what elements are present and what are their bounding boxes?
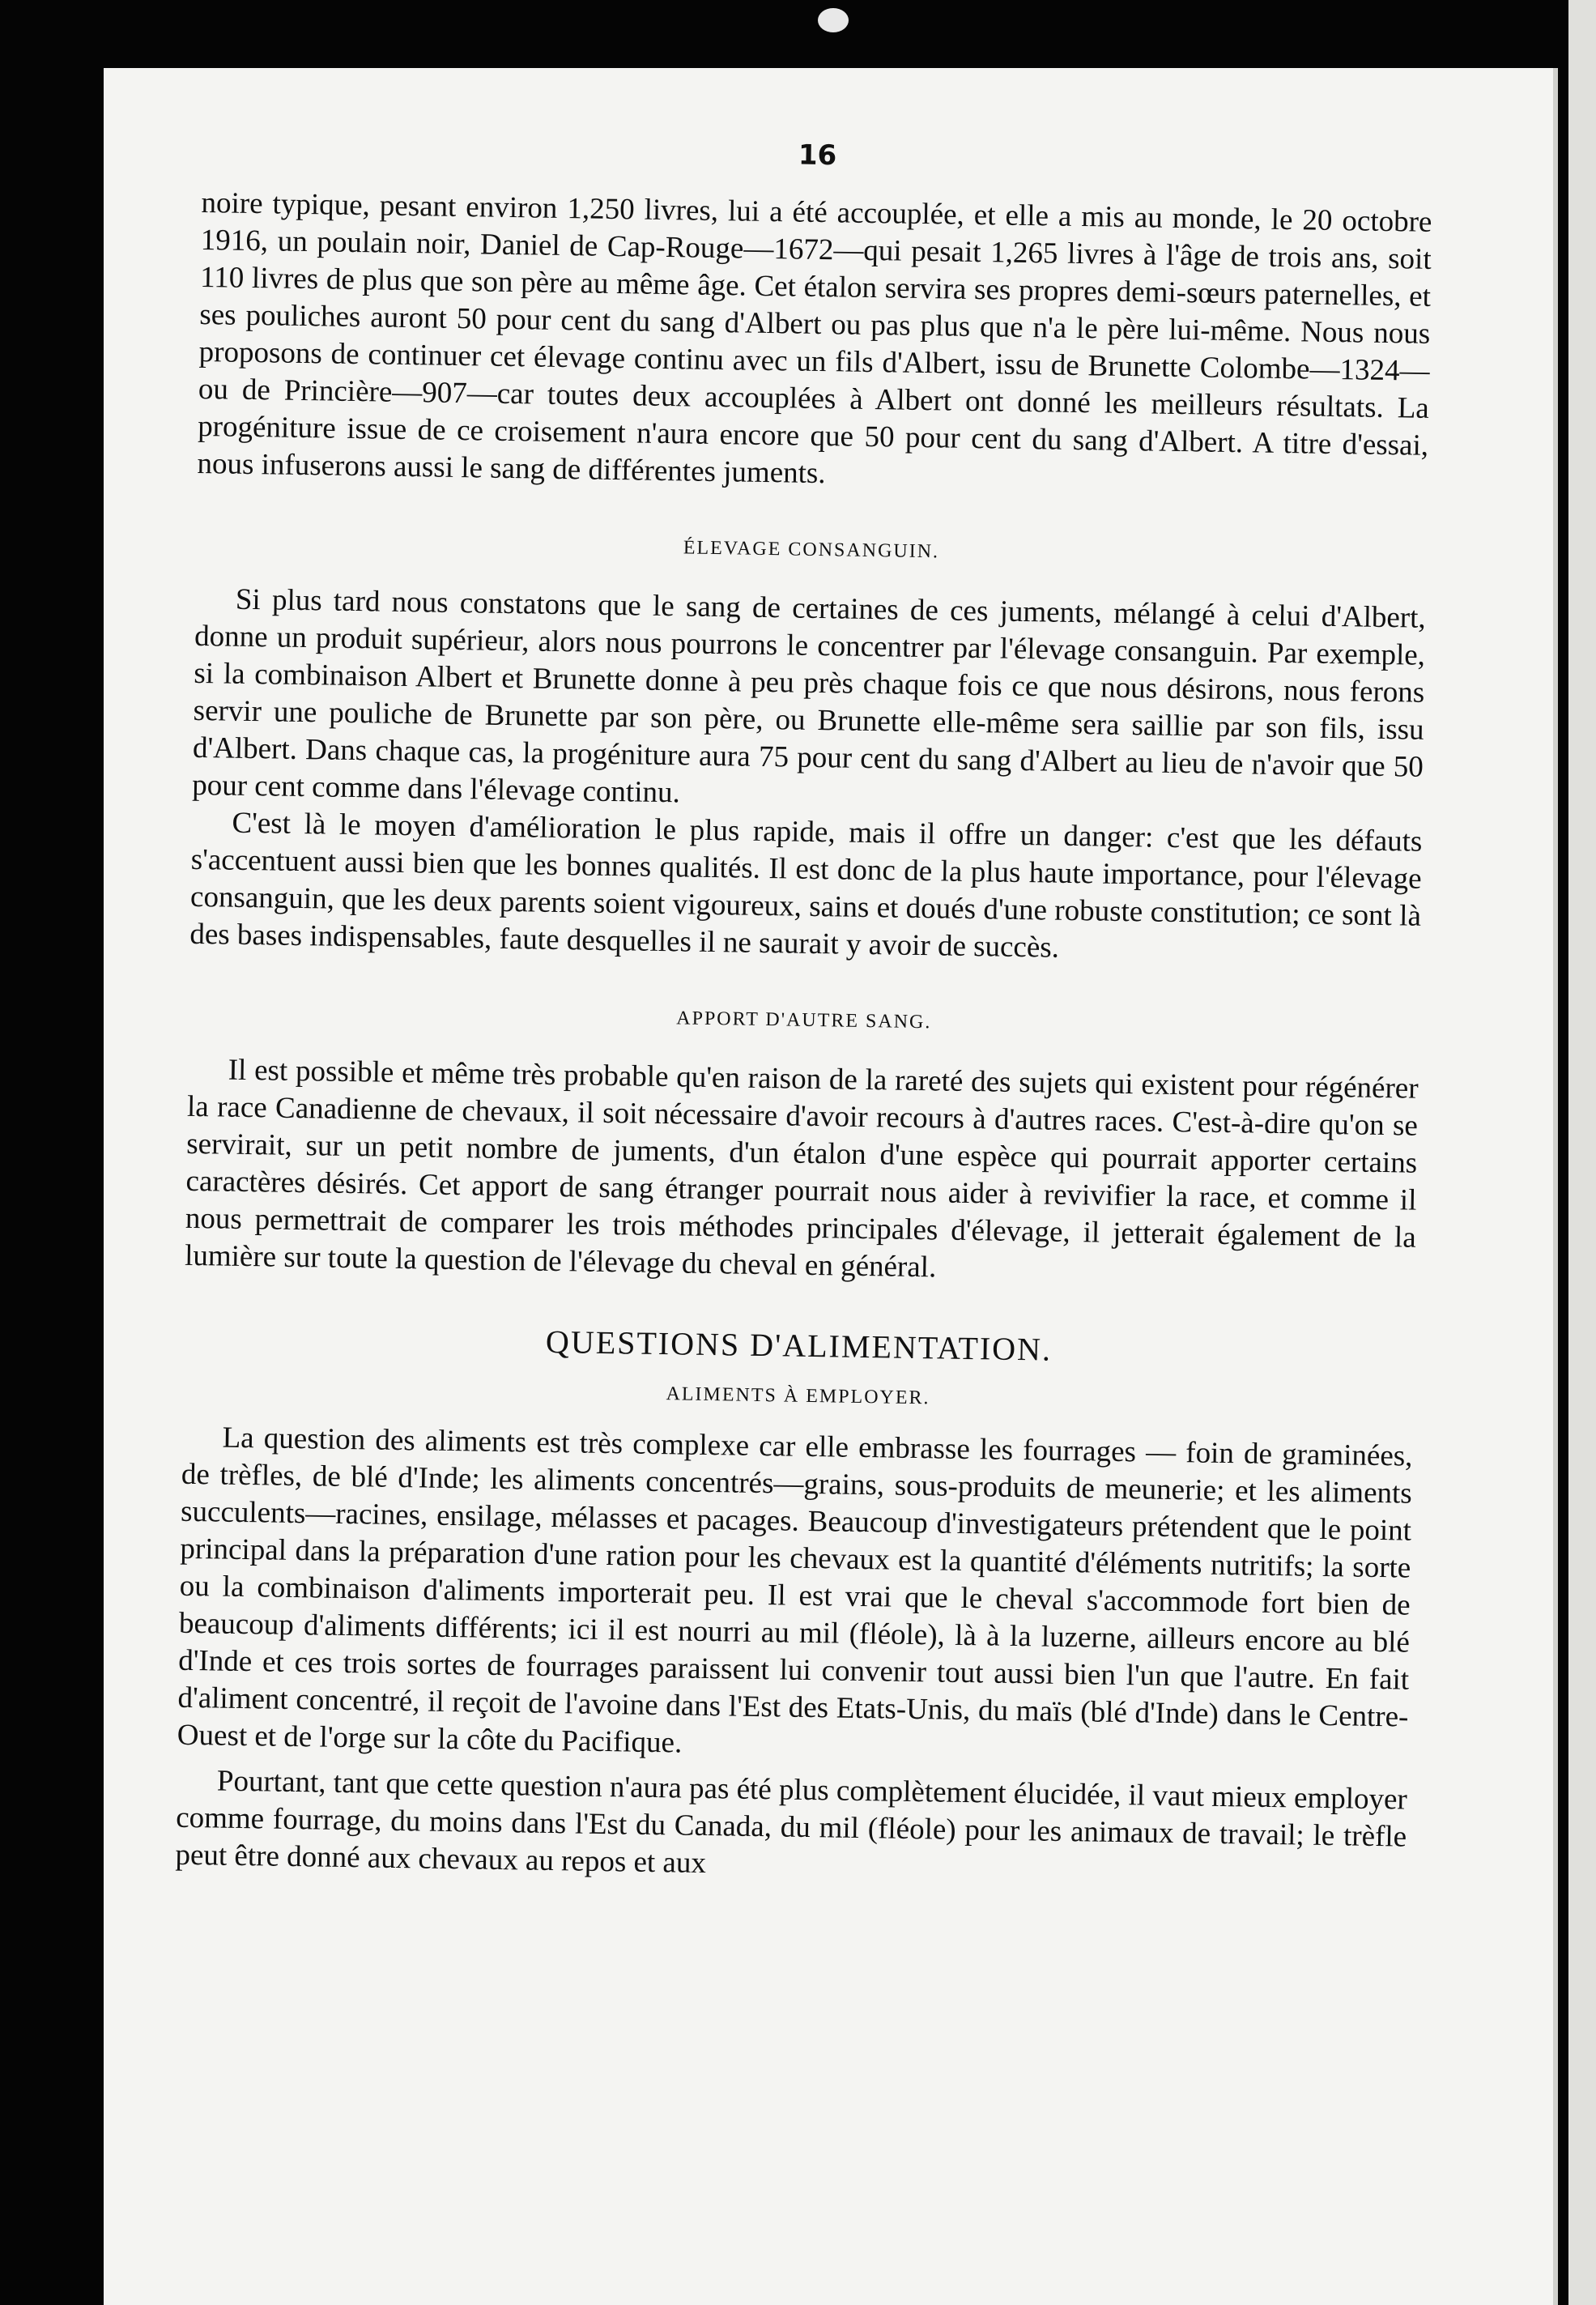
- chapter-heading: QUESTIONS D'ALIMENTATION.: [545, 1323, 1053, 1368]
- paragraph: noire typique, pesant environ 1,250 livres, lui a été accouplée, et elle a mis au monde, le 20 octobre 1916, un poulain noir, Daniel de Cap-Rouge—1672—qui pesait 1,265 livres à l'âge de trois ans, soit 110 livres de plus que son père au même âge. Cet étalon servira ses propres demi-sœurs paternelles, et ses pouliches auront 50 pour cent du sang d'Albert ou pas plus que n'a le père lui-même. Nous nous proposons de continuer cet élevage continu avec un fils d'Albert, issu de Brunette Colombe—1324—ou de Princière—907—car toutes deux accouplées à Albert ont donné les meilleurs résultats. La progéniture issue de ce croisement n'aura encore que 50 pour cent du sang d'Albert. A titre d'essai, nous infuserons aussi le sang de différentes juments.: [197, 185, 1432, 491]
- paragraph: La question des aliments est très complexe car elle embrasse les fourrages — foin de graminées, de trèfles, de blé d'Inde; les aliments concentrés—grains, sous-produits de meunerie; et les aliments succulents—racines, ensilage, mélasses et pacages. Beaucoup d'investigateurs prétendent que le point principal dans la préparation d'une ration pour les chevaux est la quantité d'éléments nutritifs; la sorte ou la combinaison d'aliments importerait peu. Il est vrai que le cheval s'accommode fort bien de beaucoup d'aliments différents; ici il est nourri au mil (fléole), là à la luzerne, ailleurs encore au blé d'Inde et ces trois sortes de fourrages paraissent lui convenir tout aussi bien l'un que l'autre. En fait d'aliment concentré, il reçoit de l'avoine dans l'Est des Etats-Unis, du maïs (blé d'Inde) dans le Centre-Ouest et de l'orge sur la côte du Pacifique.: [177, 1421, 1413, 1760]
- section-heading: ÉLEVAGE CONSANGUIN.: [683, 537, 940, 563]
- subsection-heading: ALIMENTS À EMPLOYER.: [666, 1383, 930, 1409]
- page-content: [175, 130, 1433, 1894]
- scan-artifact: [818, 8, 849, 32]
- paragraph: Pourtant, tant que cette question n'aura pas été plus complètement élucidée, il vaut mieux employer comme fourrage, du moins dans l'Est du Canada, du mil (fléole) pour les animaux de travail; le trèfle peut être donné aux chevaux au repos et aux: [175, 1764, 1408, 1881]
- paragraph: Si plus tard nous constatons que le sang de certaines de ces juments, mélangé à celui d'Albert, donne un produit supérieur, alors nous pourrons le concentrer par l'élevage consanguin. Par exemple, si la combinaison Albert et Brunette donne à peu près chaque fois ce que nous désirons, nous ferons servir une pouliche de Brunette par son père, ou Brunette elle-même sera saillie par son fils, issu d'Albert. Dans chaque cas, la progéniture aura 75 pour cent du sang d'Albert au lieu de n'avoir que 50 pour cent comme dans l'élevage continu.: [191, 582, 1427, 810]
- paragraph: C'est là le moyen d'amélioration le plus rapide, mais il offre un danger: c'est que les défauts s'accentuent aussi bien que les bonnes qualités. Il est donc de la plus haute importance, pour l'élevage consanguin, que les deux parents soient vigoureux, sains et doués d'une robuste constitution; ce sont là des bases indispensables, faute desquelles il ne saurait y avoir de succès.: [189, 806, 1423, 965]
- section-heading: APPORT D'AUTRE SANG.: [676, 1008, 932, 1033]
- scan-border: [1568, 0, 1596, 2305]
- paragraph: Il est possible et même très probable qu'en raison de la rareté des sujets qui existent pour régénérer la race Canadienne de chevaux, il soit nécessaire d'avoir recours à d'autres races. C'est-à-dire qu'on se servirait, sur un petit nombre de juments, d'un étalon d'une espèce qui pourrait apporter certains caractères désirés. Cet apport de sang étranger pourrait nous aider à revivifier la race, et comme il nous permettrait de comparer les trois méthodes principales d'élevage, il jetterait également de la lumière sur toute la question de l'élevage du cheval en général.: [184, 1053, 1419, 1285]
- page-number: 16: [798, 138, 837, 173]
